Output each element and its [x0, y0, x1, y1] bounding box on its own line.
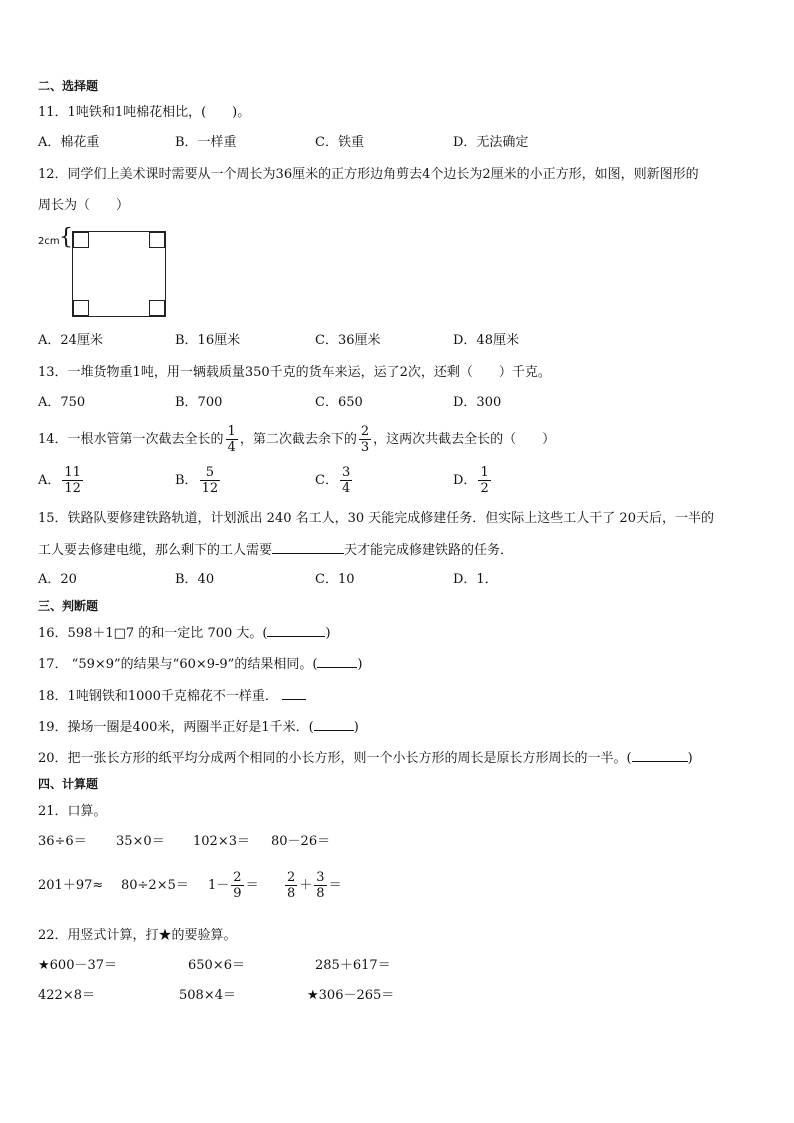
- square-figure: [72, 231, 166, 317]
- answer-blank[interactable]: [267, 624, 325, 637]
- q18-text: 18．1吨钢铁和1000千克棉花不一样重．: [38, 689, 278, 704]
- question-21-stem: 21．口算。: [38, 804, 107, 819]
- q14-option-b: [175, 463, 222, 499]
- q22-item: 508×4＝: [179, 988, 236, 1003]
- question-14-stem: [38, 422, 555, 458]
- figure-side-label: 2cm: [38, 236, 60, 247]
- q21-item: 80－26＝: [271, 834, 331, 849]
- q15-text-a: 工人要去修建电缆，那么剩下的工人需要: [38, 543, 273, 558]
- q22-item: 285＋617＝: [315, 958, 391, 973]
- q21-item: 201＋97≈: [38, 878, 104, 893]
- q12-option-b: B．16厘米: [175, 333, 241, 348]
- q15-option-c: C．10: [315, 572, 355, 587]
- question-11-stem: 11．1吨铁和1吨棉花相比，( )。: [38, 105, 251, 120]
- answer-blank[interactable]: [272, 541, 344, 554]
- q15-option-d: D．1．: [453, 572, 498, 587]
- option-fraction: [62, 465, 83, 496]
- q19-close: ): [353, 720, 359, 735]
- q14-option-a: [38, 463, 85, 499]
- corner-square-bottom-left: [73, 300, 89, 316]
- answer-blank[interactable]: [632, 749, 688, 762]
- q15-option-b: B．40: [175, 572, 215, 587]
- question-16: [38, 624, 331, 643]
- numerator: 2: [360, 424, 370, 439]
- denominator: 12: [201, 481, 219, 496]
- numerator: 11: [64, 465, 81, 480]
- option-label: D．: [453, 473, 477, 488]
- numerator: 1: [227, 424, 236, 439]
- q13-option-a: A．750: [38, 395, 86, 410]
- q14-option-d: [453, 463, 493, 499]
- q15-option-a: A．20: [38, 572, 77, 587]
- denominator: 2: [480, 481, 489, 496]
- q12-option-d: D．48厘米: [453, 333, 519, 348]
- q20-close: ): [687, 751, 693, 766]
- question-12-stem-line1: 12．同学们上美术课时需要从一个周长为36厘米的正方形边角剪去4个边长为2厘米的小正方形，如图，则新图形的: [38, 167, 699, 182]
- answer-blank[interactable]: [282, 687, 306, 700]
- question-18: [38, 687, 306, 706]
- q17-close: ): [357, 657, 363, 672]
- q14-text-2: ，第二次截去余下的: [239, 432, 357, 447]
- q14-option-c: [315, 463, 354, 499]
- expr-fraction: [231, 870, 243, 901]
- question-22-stem: 22．用竖式计算，打★的要验算。: [38, 928, 237, 943]
- numerator: 1: [480, 465, 489, 480]
- q16-close: ): [325, 626, 331, 641]
- q12-option-a: A．24厘米: [38, 333, 103, 348]
- numerator: 3: [341, 465, 351, 480]
- q12-option-c: C．36厘米: [315, 333, 381, 348]
- denominator: 9: [233, 886, 242, 901]
- q17-text: 17． “59×9”的结果与“60×9-9”的结果相同。(: [38, 657, 318, 672]
- q21-item: 36÷6＝: [38, 834, 87, 849]
- denominator: 12: [64, 481, 81, 496]
- option-fraction: [200, 465, 221, 496]
- question-15-stem-line2: [38, 541, 513, 560]
- numerator: 2: [287, 870, 296, 885]
- q13-option-c: C．650: [315, 395, 363, 410]
- corner-square-top-right: [149, 232, 165, 248]
- q11-option-b: B．一样重: [175, 135, 237, 150]
- expr-fraction: [314, 870, 326, 901]
- q20-text: 20．把一张长方形的纸平均分成两个相同的小长方形，则一个小长方形的周长是原长方形周长的一半。(: [38, 751, 632, 766]
- question-15-stem-line1: 15．铁路队要修建铁路轨道，计划派出 240 名工人，30 天能完成修建任务．但实际上这些工人干了 20天后，一半的: [38, 511, 714, 526]
- section-title-choice: 二、选择题: [38, 79, 99, 93]
- numerator: 3: [316, 870, 325, 885]
- q22-item: 650×6＝: [188, 958, 245, 973]
- corner-square-bottom-right: [149, 300, 165, 316]
- q21-item: 102×3＝: [193, 834, 250, 849]
- denominator: 8: [316, 886, 325, 901]
- q19-text: 19．操场一圈是400米，两圈半正好是1千米．(: [38, 720, 314, 735]
- denominator: 8: [287, 886, 296, 901]
- option-label: A．: [38, 473, 61, 488]
- option-label: C．: [315, 473, 338, 488]
- q15-text-b: 天才能完成修建铁路的任务．: [344, 543, 514, 558]
- numerator: 5: [205, 465, 214, 480]
- q21-item: 80÷2×5＝: [121, 878, 189, 893]
- answer-blank[interactable]: [317, 655, 357, 668]
- q14-fraction-2: [359, 424, 371, 455]
- q22-item: 422×8＝: [38, 988, 95, 1003]
- expr-operator: ＋: [299, 878, 313, 893]
- q21-item: 35×0＝: [116, 834, 165, 849]
- q16-text: 16．598＋1□7 的和一定比 700 大。(: [38, 626, 268, 641]
- q22-item: ★600－37＝: [38, 958, 118, 973]
- q13-option-b: B．700: [175, 395, 223, 410]
- expr-equals: ＝: [328, 878, 342, 893]
- expr-fraction: [285, 870, 297, 901]
- corner-square-top-left: [73, 232, 89, 248]
- q11-option-a: A．棉花重: [38, 135, 100, 150]
- option-fraction: [478, 465, 490, 496]
- figure-brace: {: [59, 225, 73, 250]
- section-title-calculation: 四、计算题: [38, 777, 99, 791]
- expr-equals: ＝: [245, 878, 259, 893]
- denominator: 3: [360, 440, 370, 455]
- q21-item-fraction-subtract: [208, 868, 259, 904]
- q21-item-fraction-add: [283, 868, 342, 904]
- question-12-stem-line2: 周长为（ ）: [38, 198, 130, 213]
- q11-option-d: D．无法确定: [453, 135, 529, 150]
- denominator: 4: [341, 481, 351, 496]
- denominator: 4: [227, 440, 236, 455]
- answer-blank[interactable]: [314, 718, 354, 731]
- numerator: 2: [233, 870, 242, 885]
- question-20: [38, 749, 693, 768]
- q14-fraction-1: [226, 424, 238, 455]
- expr-text: 1－: [208, 878, 230, 893]
- q14-text-1: 14．一根水管第一次截去全长的: [38, 432, 224, 447]
- option-fraction: [340, 465, 352, 496]
- question-17: [38, 655, 362, 674]
- q11-option-c: C．铁重: [315, 135, 364, 150]
- q13-option-d: D．300: [453, 395, 502, 410]
- question-13-stem: 13．一堆货物重1吨，用一辆载质量350千克的货车来运，运了2次，还剩（ ）千克。: [38, 365, 551, 380]
- option-label: B．: [175, 473, 198, 488]
- q14-text-3: ，这两次共截去全长的（ ）: [373, 432, 556, 447]
- q22-item: ★306－265＝: [307, 988, 395, 1003]
- question-19: [38, 718, 359, 737]
- section-title-judgement: 三、判断题: [38, 599, 99, 613]
